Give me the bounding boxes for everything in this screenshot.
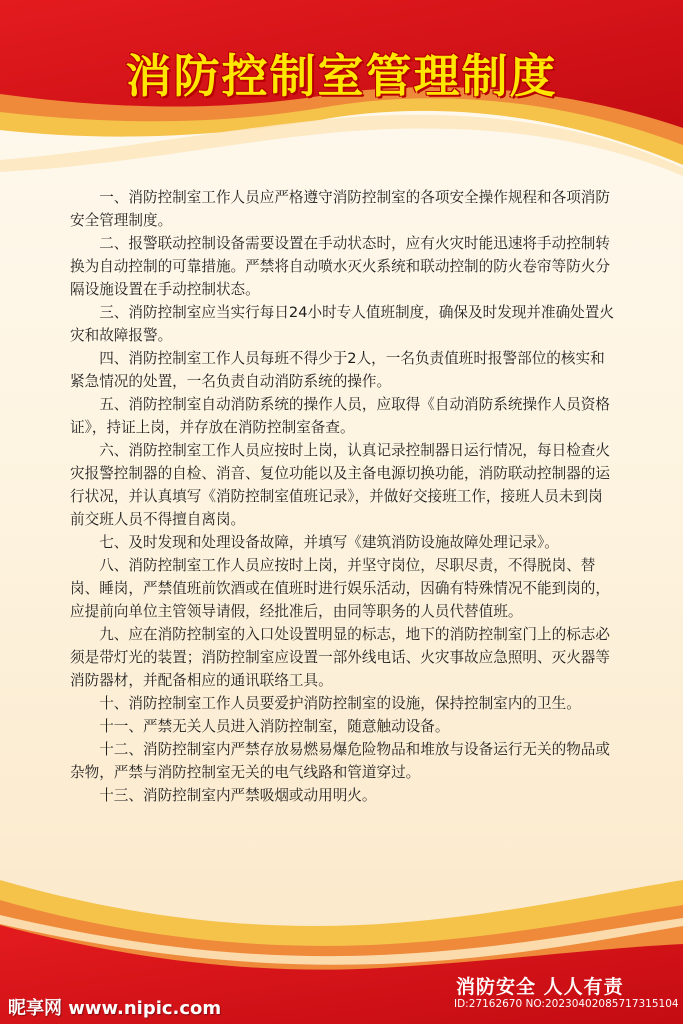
rule-item: 十一、严禁无关人员进入消防控制室，随意触动设备。: [99, 718, 450, 735]
rule-item: 一、消防控制室工作人员应严格遵守消防控制室的各项安全操作规程和各项消防安全管理制度。: [70, 189, 610, 229]
rules-list: [70, 186, 615, 807]
rule-item: 三、消防控制室应当实行每日24小时专人值班制度，确保及时发现并准确处置火灾和故障报警。: [70, 304, 614, 344]
rule-item: 十三、消防控制室内严禁吸烟或动用明火。: [99, 787, 377, 804]
watermark-id: ID:27162670 NO:20230402085717315104: [454, 998, 679, 1010]
rule-item: 五、消防控制室自动消防系统的操作人员，应取得《自动消防系统操作人员资格证》，持证上岗，并存放在消防控制室备查。: [70, 396, 610, 436]
poster-title: 消防控制室管理制度: [125, 49, 558, 103]
rule-item: 十、消防控制室工作人员要爱护消防控制室的设施，保持控制室内的卫生。: [99, 695, 581, 712]
rule-item: 六、消防控制室工作人员应按时上岗，认真记录控制器日运行情况，每日检查火灾报警控制器的自检、消音、复位功能以及主备电源切换功能，消防联动控制器的运行状况，并认真填写《消防控制室值班记录》，并做好交接班工作，接班人员未到岗前交班人员不得擅自离岗。: [70, 442, 610, 528]
watermark-site: 昵享网 www.nipic.com: [8, 998, 222, 1019]
rule-item: 八、消防控制室工作人员应按时上岗，并坚守岗位，尽职尽责，不得脱岗、替岗、睡岗，严禁值班前饮酒或在值班时进行娱乐活动，因确有特殊情况不能到岗的，应提前向单位主管领导请假，经批准后，由同等职务的人员代替值班。: [70, 557, 610, 620]
rule-item: 二、报警联动控制设备需要设置在手动状态时，应有火灾时能迅速将手动控制转换为自动控制的可靠措施。严禁将自动喷水灭火系统和联动控制的防火卷帘等防火分隔设施设置在手动控制状态。: [70, 235, 610, 298]
rule-item: 九、应在消防控制室的入口处设置明显的标志，地下的消防控制室门上的标志必须是带灯光的装置；消防控制室应设置一部外线电话、火灾事故应急照明、灭火器等消防器材，并配备相应的通讯联络工具。: [70, 626, 610, 689]
rule-item: 四、消防控制室工作人员每班不得少于2人，一名负责值班时报警部位的核实和紧急情况的处置，一名负责自动消防系统的操作。: [70, 350, 605, 390]
rule-item: 十二、消防控制室内严禁存放易燃易爆危险物品和堆放与设备运行无关的物品或杂物，严禁与消防控制室无关的电气线路和管道穿过。: [70, 741, 610, 781]
safety-slogan: 消防安全 人人有责: [456, 976, 624, 998]
rule-item: 七、及时发现和处理设备故障，并填写《建筑消防设施故障处理记录》。: [99, 534, 559, 551]
